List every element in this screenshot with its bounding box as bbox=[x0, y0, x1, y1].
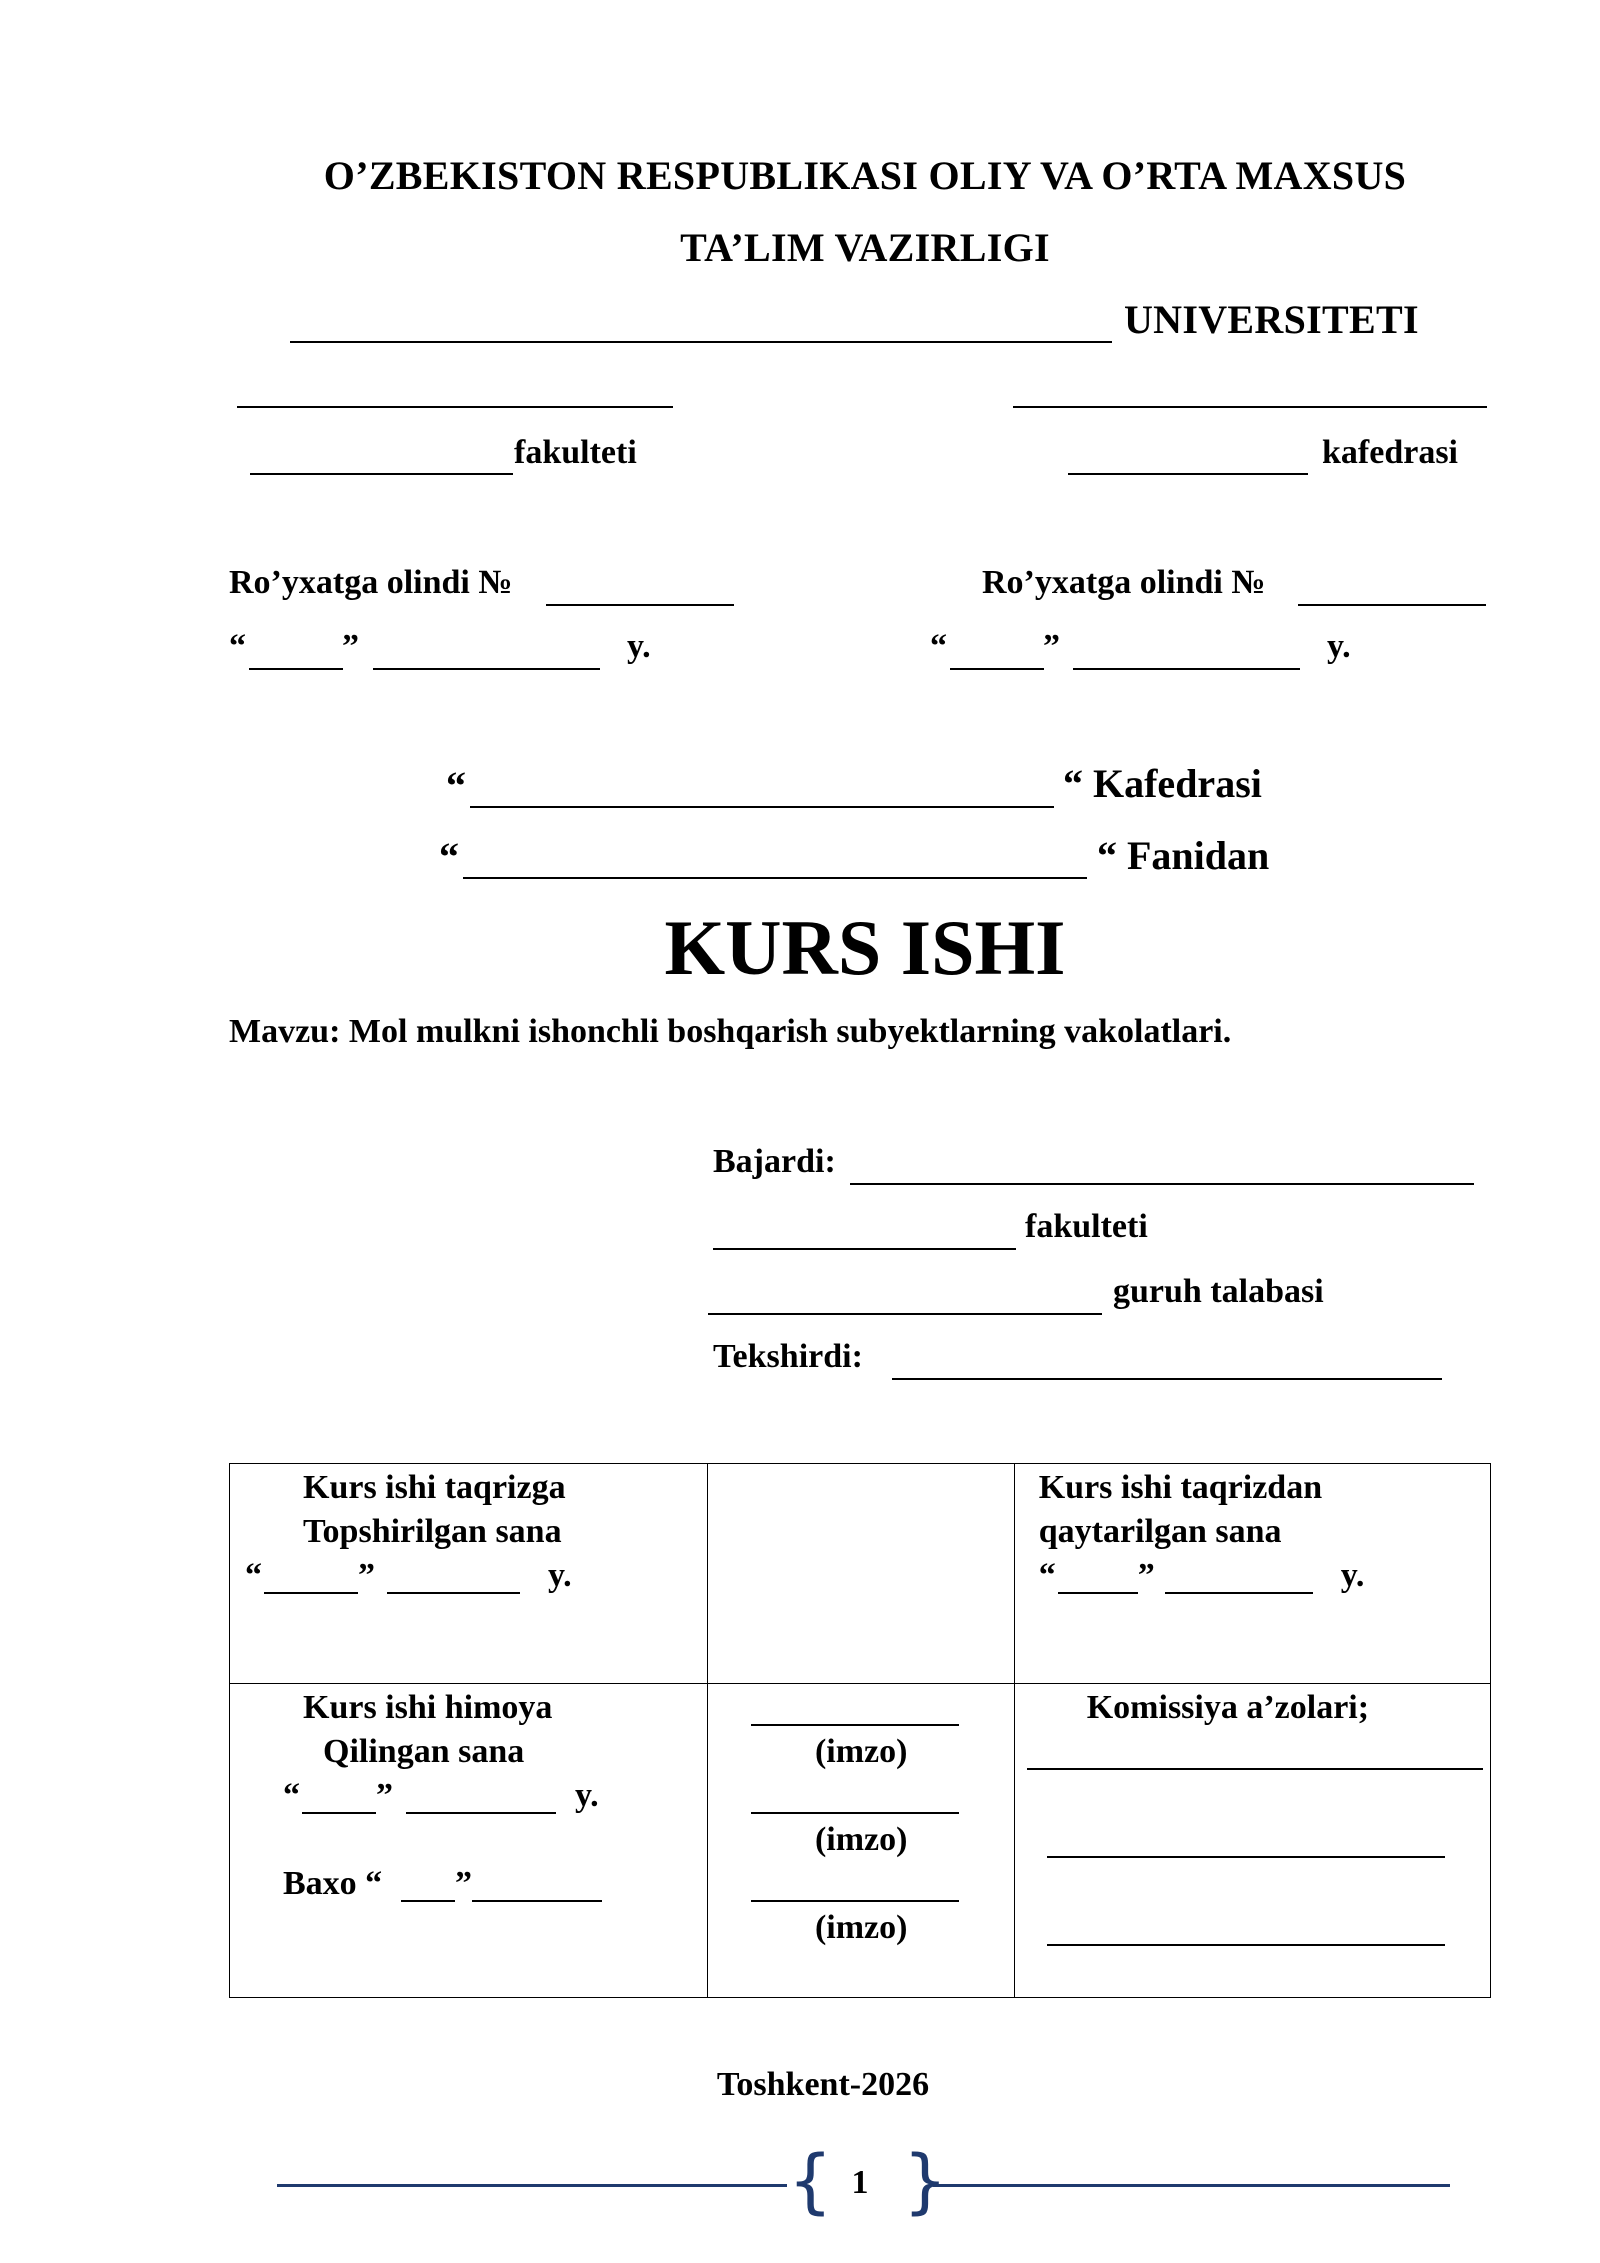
signature-label-1: (imzo) bbox=[814, 1733, 908, 1770]
defended-line-1: Kurs ishi himoya bbox=[303, 1689, 553, 1726]
right-brace-icon: } bbox=[903, 2140, 948, 2222]
registration-label-left: Ro’yxatga olindi № bbox=[229, 564, 513, 601]
date-close-quote-right: ” bbox=[1043, 628, 1060, 665]
returned-day-blank[interactable] bbox=[1058, 1592, 1138, 1594]
grade-label: Baxo “ bbox=[283, 1865, 383, 1902]
returned-cell bbox=[1014, 1464, 1490, 1684]
submitted-line-2: Topshirilgan sana bbox=[303, 1513, 562, 1550]
kafedra-blank[interactable] bbox=[470, 806, 1054, 808]
page-number: 1 bbox=[851, 2164, 869, 2201]
returned-year: y. bbox=[1340, 1557, 1365, 1594]
defended-close-quote: ” bbox=[376, 1777, 393, 1814]
group-blank[interactable] bbox=[708, 1313, 1102, 1315]
footer-rule-left bbox=[277, 2184, 787, 2187]
submitted-year: y. bbox=[548, 1557, 572, 1594]
returned-month-blank[interactable] bbox=[1165, 1592, 1313, 1594]
commission-cell bbox=[1014, 1684, 1490, 1998]
signature-line-2[interactable] bbox=[751, 1812, 959, 1814]
grade-close-quote: ” bbox=[455, 1865, 472, 1902]
returned-line-2: qaytarilgan sana bbox=[1038, 1513, 1282, 1550]
submitted-close-quote: ” bbox=[358, 1557, 375, 1594]
review-table bbox=[229, 1463, 1491, 1998]
signature-line-3[interactable] bbox=[751, 1900, 959, 1902]
returned-open-quote: “ bbox=[1038, 1557, 1056, 1594]
performer-faculty-label: fakulteti bbox=[1025, 1208, 1148, 1245]
place-year: Toshkent-2026 bbox=[716, 2066, 930, 2103]
fan-open-quote: “ bbox=[439, 834, 459, 879]
faculty-blank-top[interactable] bbox=[237, 406, 673, 408]
empty-cell bbox=[708, 1464, 1015, 1684]
kafedra-open-quote: “ bbox=[446, 763, 466, 808]
date-open-quote-right: “ bbox=[930, 628, 947, 665]
fan-blank[interactable] bbox=[463, 877, 1087, 879]
date-day-left[interactable] bbox=[249, 668, 343, 670]
date-month-right[interactable] bbox=[1073, 668, 1300, 670]
performer-faculty-blank[interactable] bbox=[713, 1248, 1016, 1250]
date-close-quote-left: ” bbox=[342, 628, 359, 665]
commission-member-line-1[interactable] bbox=[1027, 1768, 1483, 1770]
commission-member-line-2[interactable] bbox=[1047, 1856, 1445, 1858]
registration-number-left[interactable] bbox=[546, 604, 734, 606]
submitted-day-blank[interactable] bbox=[264, 1592, 358, 1594]
checked-by-label: Tekshirdi: bbox=[713, 1338, 863, 1375]
year-right: y. bbox=[1327, 628, 1351, 665]
department-blank-top[interactable] bbox=[1013, 406, 1487, 408]
university-name-line[interactable] bbox=[290, 341, 1112, 343]
topic: Mavzu: Mol mulkni ishonchli boshqarish subyektlarning vakolatlari. bbox=[229, 1013, 1232, 1050]
signature-label-3: (imzo) bbox=[814, 1909, 908, 1946]
commission-label: Komissiya a’zolari; bbox=[1086, 1689, 1370, 1726]
signatures-cell bbox=[708, 1684, 1015, 1998]
department-label: kafedrasi bbox=[1322, 434, 1458, 471]
footer-rule-right bbox=[933, 2184, 1450, 2187]
document-title: KURS ISHI bbox=[664, 904, 1066, 991]
defended-month-blank[interactable] bbox=[406, 1812, 556, 1814]
submitted-line-1: Kurs ishi taqrizga bbox=[303, 1469, 566, 1506]
checked-by-blank[interactable] bbox=[892, 1378, 1442, 1380]
returned-close-quote: ” bbox=[1137, 1557, 1155, 1594]
submitted-month-blank[interactable] bbox=[387, 1592, 520, 1594]
commission-member-line-3[interactable] bbox=[1047, 1944, 1445, 1946]
defended-line-2: Qilingan sana bbox=[323, 1733, 525, 1770]
signature-label-2: (imzo) bbox=[814, 1821, 908, 1858]
ministry-line-2: TA’LIM VAZIRLIGI bbox=[680, 225, 1050, 270]
defended-day-blank[interactable] bbox=[302, 1812, 376, 1814]
done-by-blank[interactable] bbox=[850, 1183, 1474, 1185]
defended-open-quote: “ bbox=[283, 1777, 300, 1814]
submitted-open-quote: “ bbox=[245, 1557, 262, 1594]
date-month-left[interactable] bbox=[373, 668, 600, 670]
faculty-label: fakulteti bbox=[514, 434, 637, 471]
registration-label-right: Ro’yxatga olindi № bbox=[982, 564, 1266, 601]
ministry-line-1: O’ZBEKISTON RESPUBLIKASI OLIY VA O’RTA MAXSUS bbox=[323, 153, 1407, 198]
done-by-label: Bajardi: bbox=[713, 1143, 836, 1180]
date-day-right[interactable] bbox=[950, 668, 1044, 670]
year-left: y. bbox=[627, 628, 651, 665]
defended-year: y. bbox=[575, 1777, 599, 1814]
university-label: UNIVERSITETI bbox=[1124, 297, 1419, 342]
grade-word-blank[interactable] bbox=[472, 1900, 602, 1902]
group-label: guruh talabasi bbox=[1113, 1273, 1324, 1310]
registration-number-right[interactable] bbox=[1298, 604, 1486, 606]
faculty-blank[interactable] bbox=[250, 473, 513, 475]
submitted-cell bbox=[230, 1464, 708, 1684]
left-brace-icon: { bbox=[788, 2140, 833, 2222]
fan-label: “ Fanidan bbox=[1097, 833, 1270, 878]
signature-line-1[interactable] bbox=[751, 1724, 959, 1726]
kafedra-label: “ Kafedrasi bbox=[1063, 761, 1262, 806]
grade-blank[interactable] bbox=[401, 1900, 455, 1902]
defended-cell bbox=[230, 1684, 708, 1998]
department-blank[interactable] bbox=[1068, 473, 1308, 475]
returned-line-1: Kurs ishi taqrizdan bbox=[1038, 1469, 1323, 1506]
date-open-quote-left: “ bbox=[229, 628, 246, 665]
